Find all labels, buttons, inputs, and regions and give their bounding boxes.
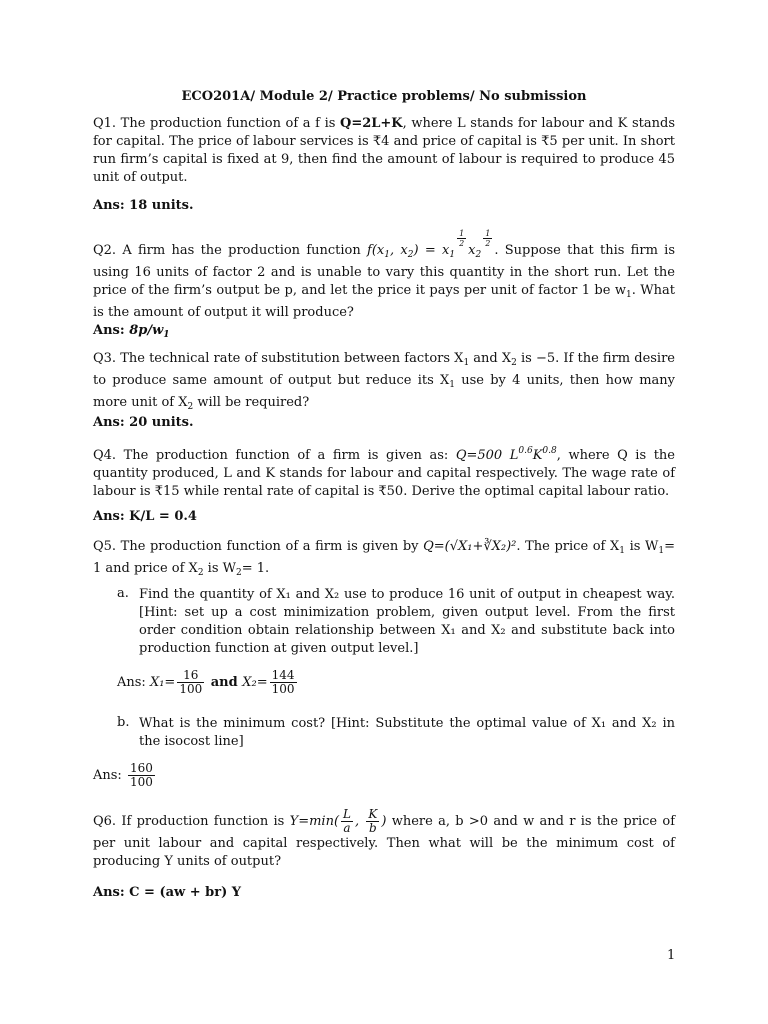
q1-function: Q=2L+K xyxy=(340,116,403,131)
question-2: Q2. A firm has the production function $f(x_1$, $x_2) = x_1$ $\frac{1}{2}$ $x_2$ $\frac{1}{2}$ . Suppose that this firm is using 16 units of factor 2 and is unable to vary this quantity in the short run. Let the price of the firm’s output be p, and let the price it pays per unit of factor 1 be $w_1$. What is the amount of output it will produce? xyxy=(93,229,675,320)
question-5: Q5. The production function of a firm is given by Q=(√X₁+∛X₂)². The price of $X_1$ is $W_1= 1$ and price of $X_2$ is $W_2= 1$. xyxy=(93,539,675,578)
q1-lead: Q1. The production function of a f is xyxy=(93,116,340,131)
q2-text: . Suppose that this firm is using 16 units of factor 2 and is unable to vary this quantity in the short run. Let the price of the firm’s output be p, and let the price it pays per unit of factor 1 be w xyxy=(93,243,675,298)
q1-answer: Ans: 18 units. xyxy=(93,198,194,213)
q5b-answer: Ans: $\frac{160}{100}$ xyxy=(93,761,153,789)
q4-answer: Ans: K/L = 0.4 xyxy=(93,509,197,524)
q5a-label: a. xyxy=(117,586,129,601)
q5b-text: What is the minimum cost? [Hint: Substitute the optimal value of X₁ and X₂ in the isocost line] xyxy=(139,716,675,749)
question-6: Q6. If production function is Y=min( $\frac{L}{a}$ , $\frac{K}{b}$ ) where a, b >0 and w and r is the price of per unit labour and capital respectively. Then what will be the minimum cost of producing Y units of output? xyxy=(93,807,676,869)
q2-answer: Ans: $8p/w_1$ xyxy=(93,323,170,340)
question-4: Q4. The production function of a firm is given as: Q=500 $L^{0.6}K^{0.8}$, where Q is the quantity produced, L and K stands for labour and capital respectively. The wage rate of labour is ₹15 while rental rate of capital is ₹50. Derive the optimal capital labour ratio. xyxy=(93,446,675,499)
q2-lead: Q2. A firm has the production function xyxy=(93,243,368,258)
q3-answer: Ans: 20 units. xyxy=(93,415,194,430)
q5-formula: Q=(√X₁+∛X₂)² xyxy=(423,539,517,554)
q4-formula: Q=500 $L^{0.6}K^{0.8}$ xyxy=(455,446,557,463)
q5a-text: Find the quantity of X₁ and X₂ use to produce 16 unit of output in cheapest way. [Hint: set up a cost minimization problem, given output level. From the first order condition obtain relationship between X₁ and X₂ and substitute back into production function at given output level.] xyxy=(139,587,675,656)
question-3: Q3. The technical rate of substitution between factors $X_1$ and $X_2$ is −5. If the firm desire to produce same amount of output but reduce its $X_1$ use by 4 units, then how many more unit of $X_2$ will be required? xyxy=(93,351,675,412)
question-1 xyxy=(93,115,675,187)
q1-text: , where L stands for labour and K stands for capital. The price of labour services is ₹4 and price of capital is ₹5 per unit. In short run firm’s capital is fixed at 9, then find the amount of labour is required to produce 45 unit of output. xyxy=(93,116,675,185)
q5b-label: b. xyxy=(117,715,130,730)
q2-formula: $f(x_1$, $x_2) = x_1$ $\frac{1}{2}$ $x_2$ $\frac{1}{2}$ xyxy=(367,229,491,260)
q6-answer: Ans: C = (aw + br) Y xyxy=(93,885,242,900)
q5a-answer: Ans: X₁= $\frac{16}{100}$ and X₂= $\frac{144}{100}$ xyxy=(117,668,295,696)
page-number: 1 xyxy=(667,948,676,963)
document-title: ECO201A/ Module 2/ Practice problems/ No submission xyxy=(181,89,587,104)
q6-formula: Y=min( $\frac{L}{a}$ , $\frac{K}{b}$ ) xyxy=(289,807,387,835)
